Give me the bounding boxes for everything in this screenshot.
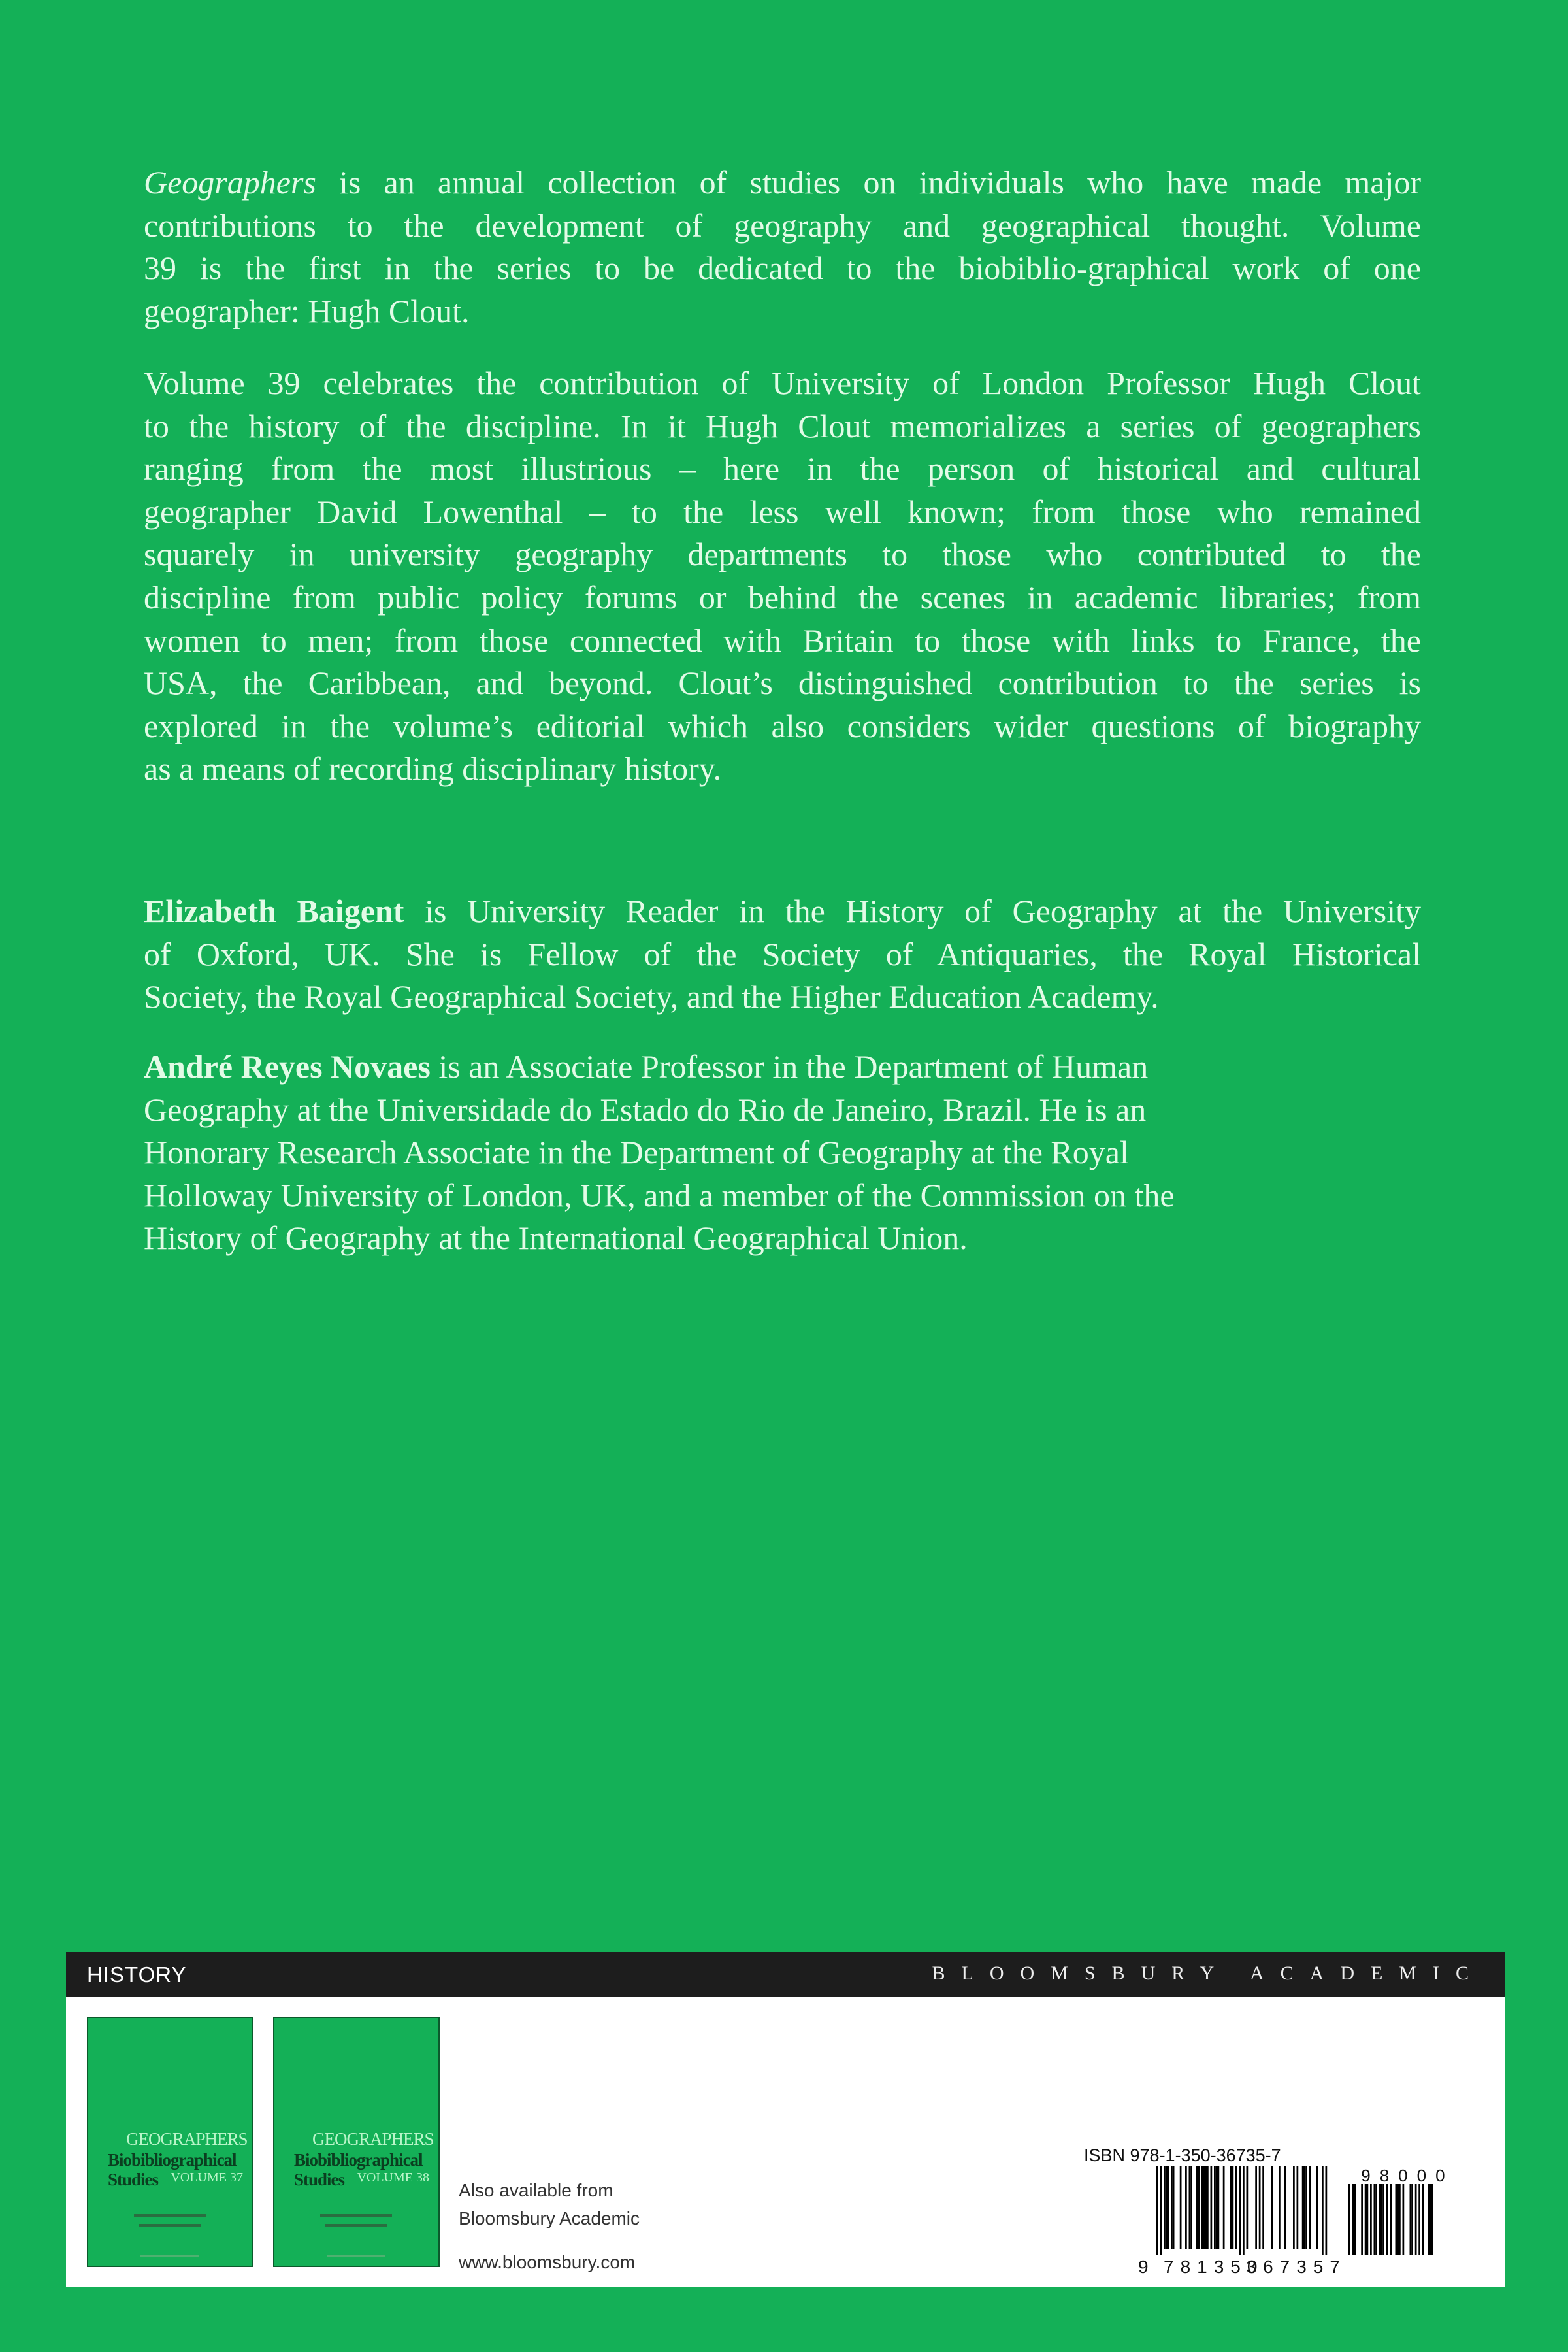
barcode-bar [1262,2166,1264,2249]
barcode-bar [1316,2166,1318,2249]
text-line [144,362,1421,405]
book-editors-text [139,2224,201,2227]
text-line [144,290,1421,333]
barcode-bar [1201,2166,1203,2249]
barcode-bar [1304,2166,1306,2249]
text-line-content: to the history of the discipline. In it Hugh Clout memorializes a series of geographers [144,407,1421,444]
book-subtitle: Biobibliographical [108,2150,237,2170]
text-line [144,405,1421,448]
barcode-bar [1205,2166,1207,2249]
text-line-content: is University Reader in the History of Geography at the University [404,893,1421,929]
barcode-bar [1168,2166,1169,2249]
text-line [144,1217,1421,1260]
text-line [144,748,1421,791]
book-series-title: GEOGRAPHERS [126,2129,248,2149]
barcode-bar [1255,2166,1257,2249]
text-line [144,448,1421,491]
barcode-bar [1382,2184,1384,2255]
book-publisher-mark [327,2255,385,2257]
barcode-bar [1297,2166,1299,2249]
text-line [144,933,1421,976]
barcode-digits: 781350 [1164,2257,1264,2277]
barcode-bar [1198,2166,1200,2249]
text-line [144,1174,1421,1217]
category-label: HISTORY [87,1963,187,1987]
barcode-bar [1166,2166,1168,2249]
text-line-content: Volume 39 celebrates the contribution of University of London Professor Hugh Clout [144,365,1421,401]
website-link[interactable]: www.bloomsbury.com [459,2252,636,2272]
barcode-bar [1352,2184,1354,2255]
barcode-bar [1235,2166,1237,2249]
barcode-bar [1326,2166,1328,2255]
text-line [144,620,1421,663]
text-line-content: ranging from the most illustrious – here in the person of historical and cultural [144,450,1421,488]
barcode-bar [1396,2184,1397,2255]
text-line-content: women to men; from those connected with Britain to those with links to France, the [144,621,1421,659]
barcode-bar [1259,2166,1261,2249]
barcode-bar [1375,2184,1377,2255]
barcode-bar [1379,2184,1381,2255]
barcode-bar [1271,2166,1273,2249]
barcode-bar [1293,2166,1295,2249]
series-description-paragraph [144,161,1421,333]
barcode-bar [1164,2166,1166,2249]
text-line [144,1131,1421,1174]
text-line [144,1089,1421,1132]
barcode-bar [1428,2184,1429,2255]
text-line-content: is an annual collection of studies on individuals who have made major [316,164,1421,201]
book-cover-volume-37 [87,2017,253,2267]
barcode-bar [1403,2184,1405,2255]
book-series-title: GEOGRAPHERS [312,2129,434,2149]
also-available-text: Also available from [459,2180,613,2200]
text-line-content: as a means of recording disciplinary history. [144,750,722,787]
text-line-content: Honorary Research Associate in the Department of Geography at the Royal [144,1134,1129,1171]
book-publisher-mark [140,2255,199,2257]
book-editors-text [320,2214,392,2217]
barcode-bar [1370,2184,1372,2255]
barcode-bar [1365,2184,1367,2255]
text-line-content: discipline from public policy forums or behind the scenes in academic libraries; from [144,578,1421,616]
text-line [144,576,1421,620]
barcode-bar [1190,2166,1192,2249]
author-bio-baigent [144,890,1421,1019]
barcode-bar [1211,2166,1213,2249]
barcode-bar [1322,2166,1324,2255]
barcode-bar [1415,2184,1417,2255]
text-line [144,705,1421,748]
text-line [144,491,1421,534]
text-line-content: squarely in university geography departments to those who contributed to the [144,536,1421,573]
book-volume: VOLUME 38 [357,2170,429,2185]
text-line [144,890,1421,933]
book-cover-volume-38 [273,2017,440,2267]
barcode-bar [1180,2166,1182,2249]
text-line-content: geographer: Hugh Clout. [144,292,470,329]
text-line-content: Geography at the Universidade do Estado do Rio de Janeiro, Brazil. He is an [144,1091,1147,1128]
barcode-digits: 9 [1138,2257,1149,2277]
text-line [144,1046,1421,1089]
barcode-bar [1214,2166,1216,2249]
book-subtitle: Biobibliographical [294,2150,423,2170]
barcode-bar [1411,2184,1413,2255]
text-line-content: explored in the volume’s editorial which also considers wider questions of biography [144,707,1421,744]
barcode-bar [1367,2184,1369,2255]
barcode-bar [1185,2166,1187,2249]
author-bio-novaes [144,1046,1421,1260]
barcode-bar [1216,2166,1218,2249]
barcode-bar [1223,2166,1225,2249]
barcode-bar [1361,2184,1363,2255]
barcode-bar [1399,2184,1401,2255]
barcode-bar [1302,2166,1304,2249]
author-name: Elizabeth Baigent [144,893,404,929]
barcode-bar [1196,2166,1198,2249]
barcode-bar [1160,2166,1162,2255]
text-line-content: USA, the Caribbean, and beyond. Clout’s distinguished contribution to the series is [144,665,1421,702]
barcode-digits: 367357 [1246,2257,1347,2277]
barcode-bar [1431,2184,1433,2255]
barcode-bar [1429,2184,1431,2255]
barcode-bar [1390,2184,1392,2255]
barcode-bar [1374,2184,1376,2255]
text-line [144,247,1421,290]
barcode-bar [1305,2166,1307,2249]
barcode-bar [1422,2184,1424,2255]
category-band [66,1952,1505,1997]
isbn-barcode [1078,2157,1483,2277]
barcode-bar [1207,2166,1209,2249]
isbn-text: ISBN 978-1-350-36735-7 [1084,2145,1281,2165]
publisher-logo: BLOOMSBURY ACADEMIC [932,1963,1485,1984]
barcode-bar [1418,2184,1420,2255]
barcode-bar [1397,2184,1399,2255]
text-line [144,205,1421,248]
barcode-bar [1156,2166,1158,2255]
text-line-content: geographer David Lowenthal – to the less well known; from those who remained [144,493,1421,530]
text-line-content: of Oxford, UK. She is Fellow of the Society of Antiquaries, the Royal Historical [144,935,1421,972]
book-volume: VOLUME 37 [171,2170,243,2185]
barcode-bar [1247,2166,1249,2249]
barcode-bar [1239,2166,1241,2255]
barcode-bar [1173,2166,1175,2249]
also-available-publisher: Bloomsbury Academic [459,2208,640,2228]
text-line-content: History of Geography at the International Geographical Union. [144,1219,968,1257]
barcode-bar [1203,2166,1205,2249]
text-line [144,976,1421,1019]
barcode-bar [1386,2184,1388,2255]
text-line [144,161,1421,205]
barcode-bar [1410,2184,1412,2255]
text-line [144,533,1421,576]
book-editors-text [325,2224,387,2227]
barcode-bar [1230,2166,1232,2249]
barcode-bar [1348,2184,1350,2255]
barcode-bar [1218,2166,1220,2249]
volume-description-paragraph [144,362,1421,791]
text-line-content: contributions to the development of geography and geographical thought. Volume [144,207,1421,244]
barcode-bar [1381,2184,1383,2255]
author-name: André Reyes Novaes [144,1048,431,1085]
text-line-content: is an Associate Professor in the Department of Human [430,1048,1149,1085]
barcode-bar [1354,2184,1356,2255]
barcode-bar [1189,2166,1191,2249]
text-line-content: Holloway University of London, UK, and a member of the Commission on the [144,1176,1175,1214]
text-line-content: Society, the Royal Geographical Society, and the Higher Education Academy. [144,978,1159,1016]
text-line-content: 39 is the first in the series to be dedicated to the biobiblio-graphical work of one [144,250,1421,287]
series-name: Geographers [144,164,316,201]
book-editors-text [134,2214,206,2217]
book-subtitle: Studies [294,2170,345,2189]
barcode-bar [1284,2166,1286,2249]
book-subtitle: Studies [108,2170,159,2189]
barcode-bar [1279,2166,1281,2249]
barcode-bar [1309,2166,1311,2249]
text-line [144,662,1421,705]
barcode-bar [1232,2166,1234,2249]
barcode-bar [1171,2166,1173,2249]
barcode-bar [1243,2166,1245,2255]
barcode-digits: 98000 [1361,2166,1454,2185]
